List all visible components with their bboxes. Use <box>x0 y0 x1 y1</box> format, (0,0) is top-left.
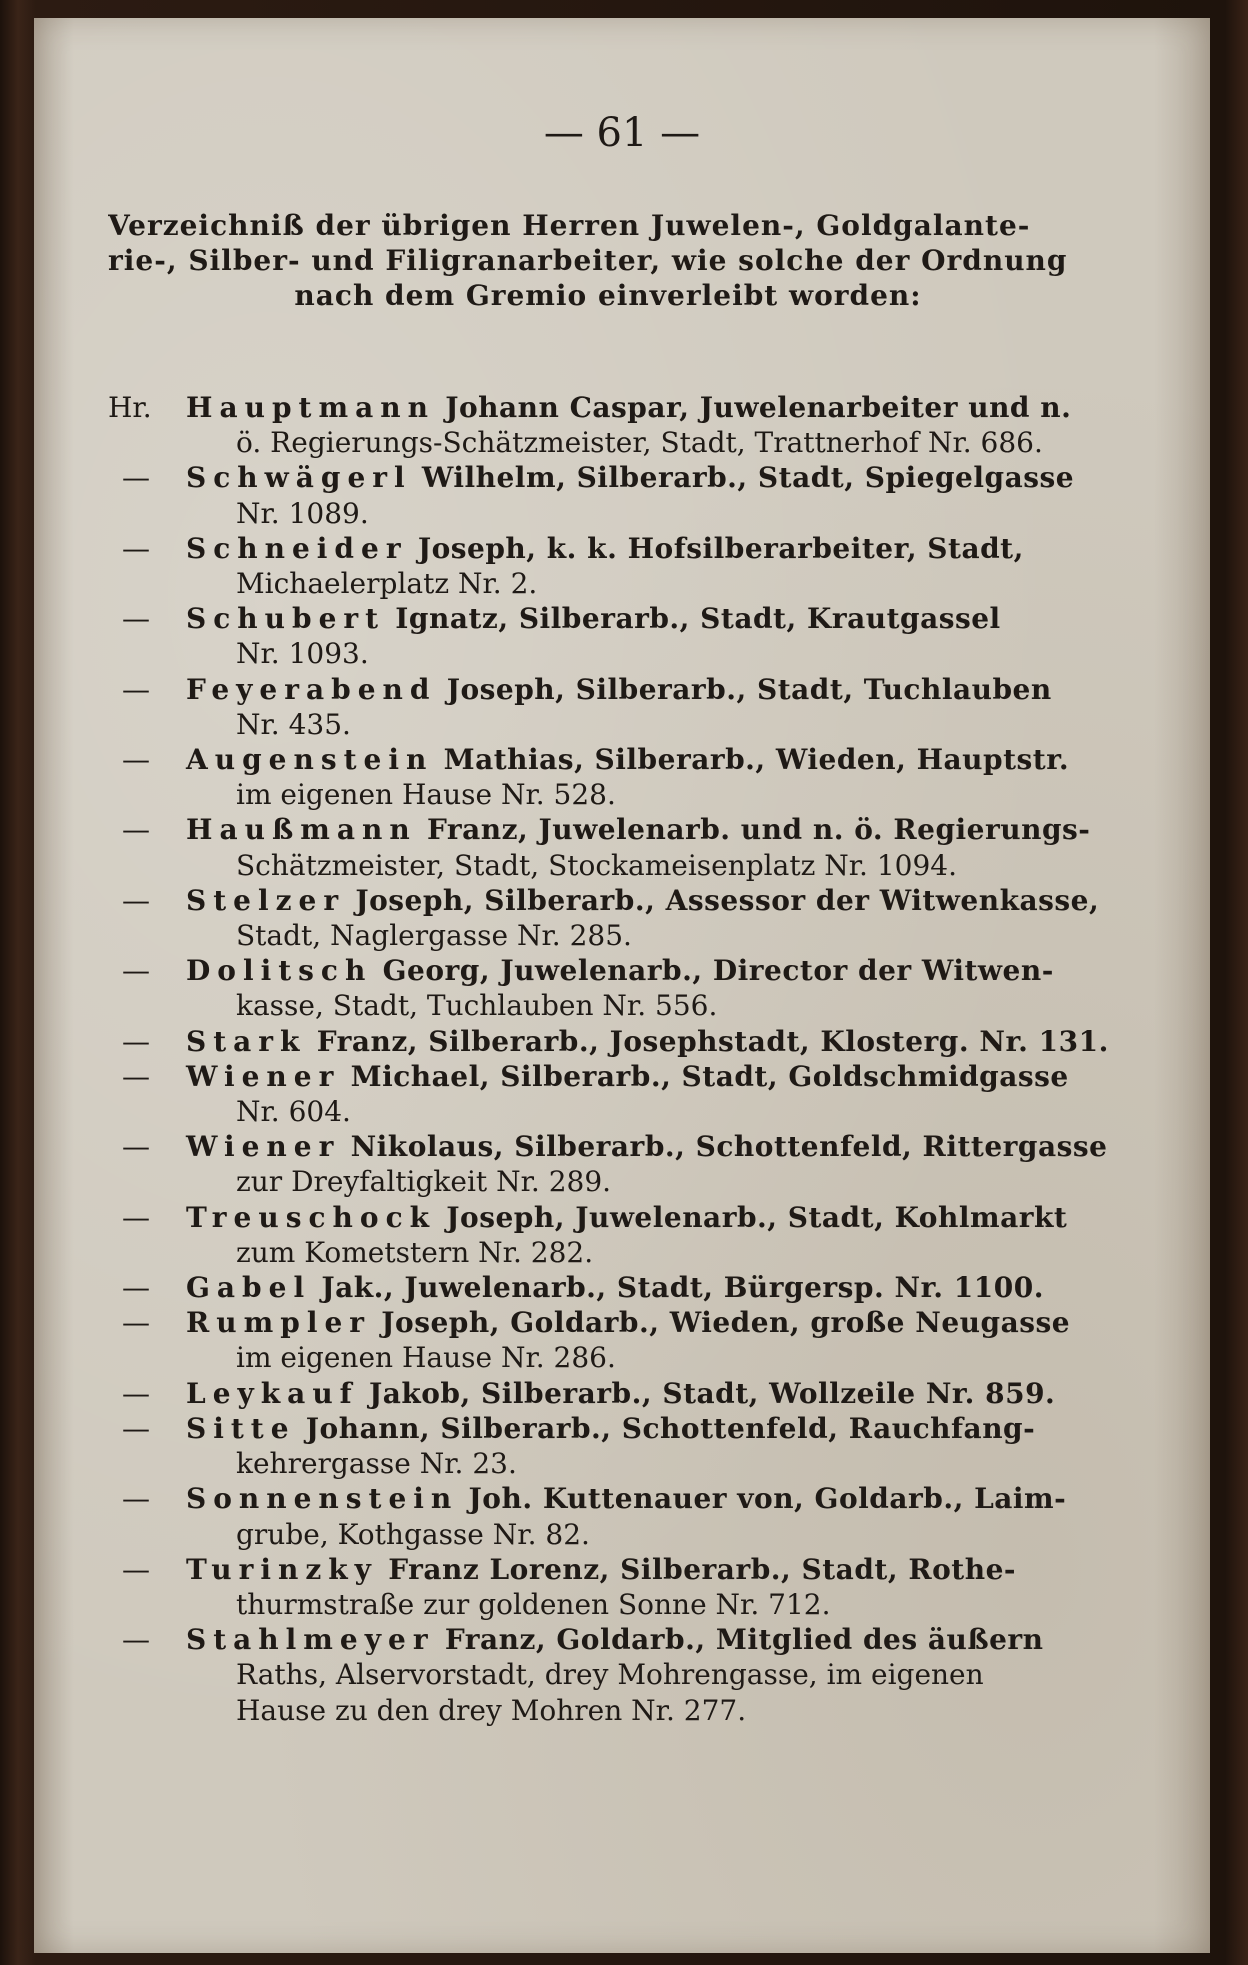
entry-continuation-line: kehrergasse Nr. 23. <box>236 1447 517 1481</box>
entry-continuation-line: im eigenen Hause Nr. 286. <box>236 1341 616 1375</box>
list-item <box>108 1059 1118 1129</box>
entry-details: Joseph, Silberarb., Assessor der Witwenkasse, <box>345 883 1100 917</box>
entry-surname: Leykauf <box>186 1376 359 1410</box>
entry-first-line <box>108 1481 1118 1516</box>
entry-continuation-line: Nr. 604. <box>236 1095 351 1129</box>
list-item <box>108 1024 1118 1059</box>
entry-details: Franz, Goldarb., Mitglied des äußern <box>434 1623 1044 1657</box>
entry-details: Franz Lorenz, Silberarb., Stadt, Rothe- <box>377 1552 1017 1586</box>
entry-surname: Rumpler <box>186 1306 372 1340</box>
list-item <box>108 742 1118 812</box>
list-item <box>108 1481 1118 1551</box>
entry-lead: — <box>122 531 150 565</box>
entry-surname: Hauptmann <box>186 391 435 424</box>
entry-continuation-line: Michaelerplatz Nr. 2. <box>236 567 538 601</box>
entry-details: Jak., Juwelenarb., Stadt, Bürgersp. Nr. 1100. <box>311 1271 1044 1305</box>
entry-first-line <box>108 1376 1118 1411</box>
entry-details: Joseph, Silberarb., Stadt, Tuchlauben <box>436 672 1052 706</box>
list-item <box>108 812 1118 882</box>
entry-surname: Sonnenstein <box>186 1482 459 1516</box>
entry-continuation-line: thurmstraße zur goldenen Sonne Nr. 712. <box>236 1587 831 1621</box>
entry-continuation-line: Nr. 1093. <box>236 637 369 671</box>
entry-lead: — <box>122 461 150 495</box>
entry-surname: Haußmann <box>186 813 417 847</box>
entry-lead: — <box>122 1623 150 1657</box>
entry-first-line <box>108 1305 1118 1340</box>
entry-lead: — <box>122 1376 150 1410</box>
entry-first-line <box>108 812 1118 847</box>
entry-surname: Schubert <box>186 602 386 636</box>
entry-continuation-line: kasse, Stadt, Tuchlauben Nr. 556. <box>236 989 718 1023</box>
directory-list <box>108 390 1118 1728</box>
list-item <box>108 1200 1118 1270</box>
entry-first-line <box>108 1024 1118 1059</box>
list-item <box>108 883 1118 953</box>
entry-details: Jakob, Silberarb., Stadt, Wollzeile Nr. 859. <box>358 1376 1056 1410</box>
entry-first-line <box>108 1622 1118 1657</box>
entry-continuation-line: Stadt, Naglergasse Nr. 285. <box>236 919 632 953</box>
entry-first-line <box>108 601 1118 636</box>
entry-lead: — <box>122 1552 150 1586</box>
list-item <box>108 390 1118 460</box>
entry-surname: Turinzky <box>186 1552 378 1586</box>
entry-surname: Gabel <box>186 1271 312 1305</box>
entry-first-line <box>108 1129 1118 1164</box>
title-line: nach dem Gremio einverleibt worden: <box>294 279 922 313</box>
list-item <box>108 953 1118 1023</box>
entry-lead: — <box>122 1130 150 1164</box>
page-number: — 61 — <box>543 110 701 156</box>
entry-details: Mathias, Silberarb., Wieden, Hauptstr. <box>433 743 1070 777</box>
list-item <box>108 1411 1118 1481</box>
entry-first-line <box>108 953 1118 988</box>
entry-details: Joh. Kuttenauer von, Goldarb., Laim- <box>458 1482 1067 1516</box>
entry-lead: — <box>122 954 150 988</box>
entry-lead: — <box>122 672 150 706</box>
entry-surname: Sitte <box>186 1411 296 1445</box>
entry-details: Michael, Silberarb., Stadt, Goldschmidgasse <box>340 1059 1069 1093</box>
entry-lead: — <box>122 883 150 917</box>
entry-first-line <box>108 1059 1118 1094</box>
entry-first-line <box>108 672 1118 707</box>
entry-continuation-line: grube, Kothgasse Nr. 82. <box>236 1517 590 1551</box>
list-item <box>108 460 1118 530</box>
list-item <box>108 1552 1118 1622</box>
entry-surname: Augenstein <box>186 743 434 777</box>
entry-lead: Hr. <box>108 391 152 424</box>
list-item <box>108 672 1118 742</box>
title-line: rie-, Silber- und Filigranarbeiter, wie solche der Ordnung <box>108 244 1068 278</box>
entry-surname: Stark <box>186 1024 307 1058</box>
entry-surname: Schwägerl <box>186 461 412 495</box>
entry-surname: Dolitsch <box>186 954 373 988</box>
list-item <box>108 531 1118 601</box>
entry-first-line <box>108 531 1118 566</box>
entry-first-line <box>108 1270 1118 1305</box>
entry-surname: Wiener <box>186 1059 341 1093</box>
list-item <box>108 1376 1118 1411</box>
entry-continuation-line: Hause zu den drey Mohren Nr. 277. <box>236 1693 747 1727</box>
entry-lead: — <box>122 1271 150 1305</box>
entry-lead: — <box>122 1024 150 1058</box>
title-line: Verzeichniß der übrigen Herren Juwelen-, Goldgalante- <box>108 209 1031 242</box>
entry-continuation-line: Raths, Alservorstadt, drey Mohrengasse, im eigenen <box>236 1658 984 1692</box>
entry-first-line <box>108 1552 1118 1587</box>
entry-details: Wilhelm, Silberarb., Stadt, Spiegelgasse <box>411 461 1075 495</box>
entry-first-line <box>108 1411 1118 1446</box>
entry-lead: — <box>122 813 150 847</box>
entry-first-line <box>108 1200 1118 1235</box>
entry-continuation-line: ö. Regierungs-Schätzmeister, Stadt, Trattnerhof Nr. 686. <box>236 426 1043 460</box>
entry-continuation-line: zum Kometstern Nr. 282. <box>236 1235 594 1269</box>
entry-details: Johann, Silberarb., Schottenfeld, Rauchfang- <box>295 1411 1036 1445</box>
book-page <box>34 18 1210 1953</box>
entry-details: Franz, Juwelenarb. und n. ö. Regierungs- <box>416 813 1091 847</box>
entry-details: Ignatz, Silberarb., Stadt, Krautgassel <box>385 602 1001 636</box>
entry-details: Joseph, Goldarb., Wieden, große Neugasse <box>371 1306 1071 1340</box>
list-item <box>108 1129 1118 1199</box>
entry-first-line <box>108 390 1118 425</box>
entry-continuation-line: Schätzmeister, Stadt, Stockameisenplatz Nr. 1094. <box>236 848 957 882</box>
entry-details: Georg, Juwelenarb., Director der Witwen- <box>372 954 1054 988</box>
entry-continuation-line: Nr. 1089. <box>236 496 369 530</box>
entry-lead: — <box>122 1200 150 1234</box>
entry-lead: — <box>122 743 150 777</box>
entry-surname: Treuschock <box>186 1200 437 1234</box>
entry-lead: — <box>122 1059 150 1093</box>
entry-continuation-line: Nr. 435. <box>236 707 351 741</box>
entry-details: Joseph, Juwelenarb., Stadt, Kohlmarkt <box>436 1200 1068 1234</box>
list-item <box>108 1270 1118 1305</box>
entry-surname: Schneider <box>186 531 408 565</box>
list-item <box>108 1622 1118 1728</box>
entry-details: Nikolaus, Silberarb., Schottenfeld, Rittergasse <box>340 1130 1108 1164</box>
entry-first-line <box>108 742 1118 777</box>
entry-lead: — <box>122 1482 150 1516</box>
entry-surname: Feyerabend <box>186 672 437 706</box>
entry-continuation-line: im eigenen Hause Nr. 528. <box>236 778 616 812</box>
entry-details: Johann Caspar, Juwelenarbeiter und n. <box>434 391 1072 424</box>
list-item <box>108 1305 1118 1375</box>
entry-surname: Stelzer <box>186 883 346 917</box>
entry-surname: Stahlmeyer <box>186 1623 435 1657</box>
entry-continuation-line: zur Dreyfaltigkeit Nr. 289. <box>236 1165 612 1199</box>
entry-lead: — <box>122 1306 150 1340</box>
entry-lead: — <box>122 602 150 636</box>
entry-details: Franz, Silberarb., Josephstadt, Klosterg. Nr. 131. <box>306 1024 1109 1058</box>
entry-first-line <box>108 460 1118 495</box>
entry-lead: — <box>122 1411 150 1445</box>
entry-first-line <box>108 883 1118 918</box>
entry-surname: Wiener <box>186 1130 341 1164</box>
list-item <box>108 601 1118 671</box>
page-title <box>108 208 1108 314</box>
entry-details: Joseph, k. k. Hofsilberarbeiter, Stadt, <box>407 531 1024 565</box>
